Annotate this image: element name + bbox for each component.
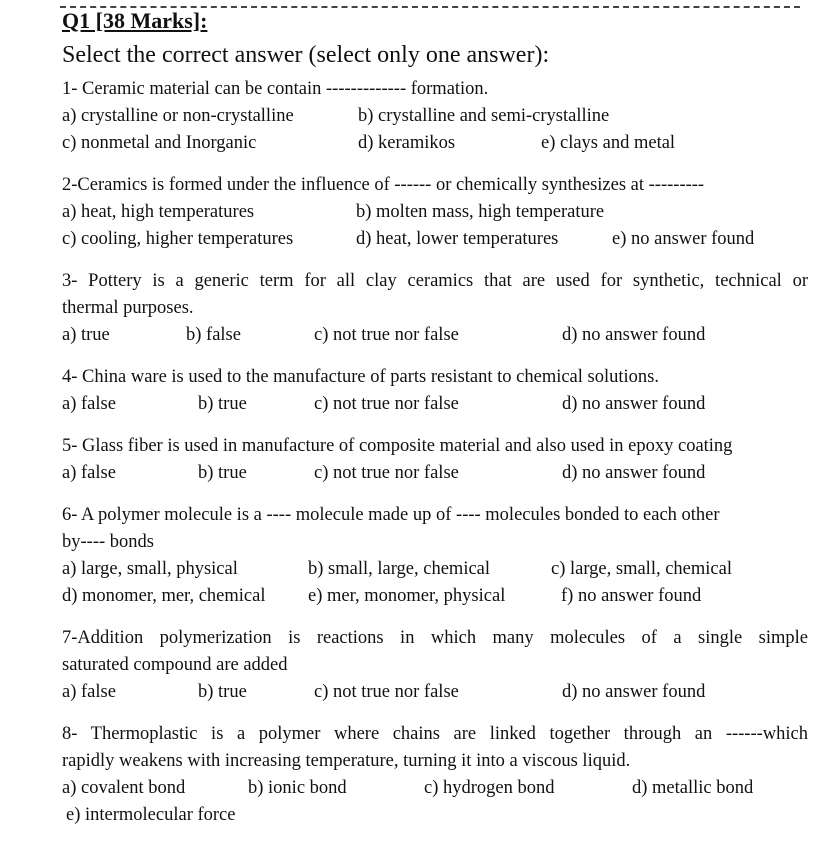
q5-option-b[interactable]: b) true: [198, 463, 247, 483]
q5-option-c[interactable]: c) not true nor false: [314, 463, 459, 483]
q4-option-c[interactable]: c) not true nor false: [314, 394, 459, 414]
question-title: Q1 [38 Marks]:: [62, 8, 208, 33]
q6-option-e[interactable]: e) mer, monomer, physical: [308, 586, 506, 606]
q2-option-d[interactable]: d) heat, lower temperatures: [356, 229, 559, 249]
question-5-stem: 5- Glass fiber is used in manufacture of composite material and also used in epoxy coating: [62, 436, 733, 456]
q8-option-e[interactable]: e) intermolecular force: [66, 805, 236, 825]
instruction-heading: Select the correct answer (select only one answer):: [62, 42, 550, 68]
q2-option-b[interactable]: b) molten mass, high temperature: [356, 202, 605, 222]
question-8-stem-line-1: 8- Thermoplastic is a polymer where chains are linked together through an ------which: [62, 724, 808, 744]
question-2-stem: 2-Ceramics is formed under the influence of ------ or chemically synthesizes at ---------: [62, 175, 705, 195]
q8-option-d[interactable]: d) metallic bond: [632, 778, 754, 798]
q6-option-d[interactable]: d) monomer, mer, chemical: [62, 586, 266, 606]
q1-option-a[interactable]: a) crystalline or non-crystalline: [62, 106, 294, 126]
q2-option-c[interactable]: c) cooling, higher temperatures: [62, 229, 294, 249]
q6-option-f[interactable]: f) no answer found: [561, 586, 702, 606]
question-6-stem-line-1: 6- A polymer molecule is a ---- molecule made up of ---- molecules bonded to each other: [62, 505, 720, 525]
q1-option-b[interactable]: b) crystalline and semi-crystalline: [358, 106, 610, 126]
q2-option-e[interactable]: e) no answer found: [612, 229, 755, 249]
q2-option-a[interactable]: a) heat, high temperatures: [62, 202, 255, 222]
q1-option-e[interactable]: e) clays and metal: [541, 133, 676, 153]
question-3-stem-line-1: 3- Pottery is a generic term for all clay ceramics that are used for synthetic, technical or: [62, 271, 808, 291]
question-6-stem-line-2: by---- bonds: [62, 532, 154, 552]
q4-option-d[interactable]: d) no answer found: [562, 394, 706, 414]
q6-option-b[interactable]: b) small, large, chemical: [308, 559, 491, 579]
q6-option-a[interactable]: a) large, small, physical: [62, 559, 238, 579]
q7-option-c[interactable]: c) not true nor false: [314, 682, 459, 702]
q4-option-b[interactable]: b) true: [198, 394, 247, 414]
q8-option-c[interactable]: c) hydrogen bond: [424, 778, 555, 798]
question-4-stem: 4- China ware is used to the manufacture of parts resistant to chemical solutions.: [62, 367, 659, 387]
question-3-stem-line-2: thermal purposes.: [62, 298, 194, 318]
q7-option-d[interactable]: d) no answer found: [562, 682, 706, 702]
q3-option-c[interactable]: c) not true nor false: [314, 325, 459, 345]
q8-option-b[interactable]: b) ionic bond: [248, 778, 347, 798]
q6-option-c[interactable]: c) large, small, chemical: [551, 559, 732, 579]
q4-option-a[interactable]: a) false: [62, 394, 116, 414]
q5-option-d[interactable]: d) no answer found: [562, 463, 706, 483]
question-7-stem-line-1: 7-Addition polymerization is reactions in which many molecules of a single simple: [62, 628, 808, 648]
q8-option-a[interactable]: a) covalent bond: [62, 778, 186, 798]
q7-option-b[interactable]: b) true: [198, 682, 247, 702]
question-7-stem-line-2: saturated compound are added: [62, 655, 288, 675]
question-8-stem-line-2: rapidly weakens with increasing temperature, turning it into a viscous liquid.: [62, 751, 631, 771]
q3-option-a[interactable]: a) true: [62, 325, 110, 345]
q1-option-c[interactable]: c) nonmetal and Inorganic: [62, 133, 257, 153]
q7-option-a[interactable]: a) false: [62, 682, 116, 702]
q3-option-b[interactable]: b) false: [186, 325, 241, 345]
q1-option-d[interactable]: d) keramikos: [358, 133, 456, 153]
q3-option-d[interactable]: d) no answer found: [562, 325, 706, 345]
q5-option-a[interactable]: a) false: [62, 463, 116, 483]
question-1-stem: 1- Ceramic material can be contain ------------- formation.: [62, 79, 489, 99]
